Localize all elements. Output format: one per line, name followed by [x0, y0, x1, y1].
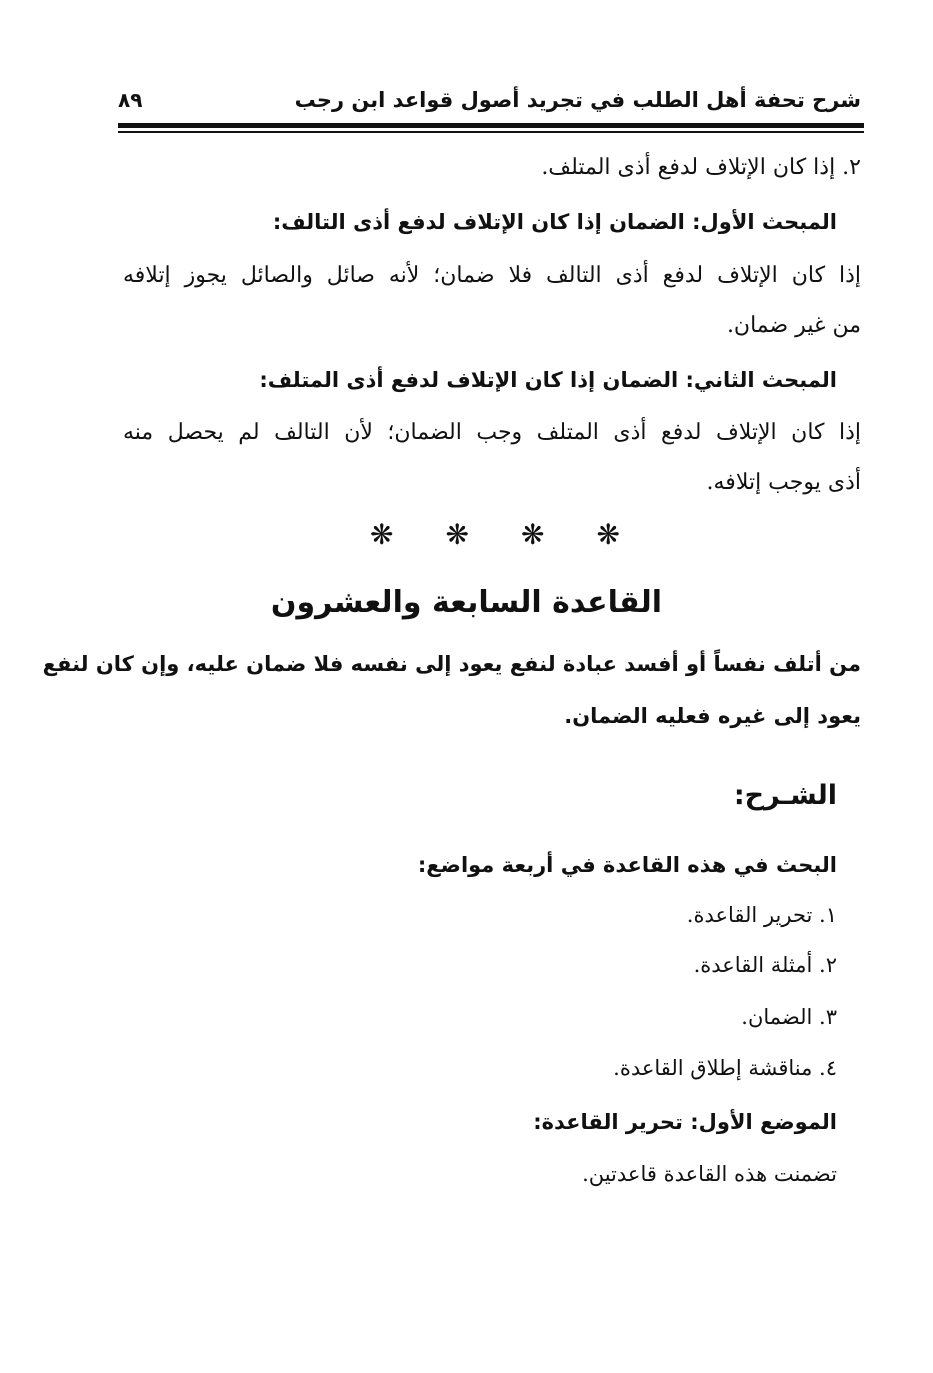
page-number: ٨٩ [118, 88, 143, 112]
section2-line1: إذا كان الإتلاف لدفع أذى المتلف وجب الضمان؛ لأن التالف لم يحصل منه [123, 420, 861, 445]
sharh-heading: الشـرح: [733, 780, 837, 811]
section2-line2: أذى يوجب إتلافه. [706, 470, 861, 495]
discussion-heading: البحث في هذه القاعدة في أربعة مواضع: [417, 853, 837, 877]
intro-line: ٢. إذا كان الإتلاف لدفع أذى المتلف. [541, 155, 861, 180]
separator-stars [370, 518, 620, 551]
star-ornament: ❋ [596, 518, 620, 551]
section1-line2: من غير ضمان. [726, 313, 861, 338]
section2-heading: المبحث الثاني: الضمان إذا كان الإتلاف لدفع أذى المتلف: [259, 368, 837, 392]
running-title: شرح تحفة أهل الطلب في تجريد أصول قواعد ابن رجب [294, 88, 861, 112]
rule-text-line2: يعود إلى غيره فعليه الضمان. [564, 704, 861, 728]
rule-title: القاعدة السابعة والعشرون [270, 585, 663, 620]
star-ornament: ❋ [521, 518, 545, 551]
list-item: ١. تحرير القاعدة. [686, 903, 837, 927]
list-item: ٣. الضمان. [741, 1005, 837, 1029]
header-rule-thin [118, 131, 864, 133]
list-item: ٤. مناقشة إطلاق القاعدة. [613, 1056, 837, 1080]
topic1-heading: الموضع الأول: تحرير القاعدة: [533, 1110, 837, 1134]
star-ornament: ❋ [445, 518, 469, 551]
list-item: ٢. أمثلة القاعدة. [693, 953, 837, 977]
star-ornament: ❋ [370, 518, 394, 551]
topic1-text: تضمنت هذه القاعدة قاعدتين. [582, 1162, 837, 1186]
rule-text-line1: من أتلف نفساً أو أفسد عبادة لنفع يعود إلى نفسه فلا ضمان عليه، وإن كان لنفع [42, 652, 861, 676]
section1-line1: إذا كان الإتلاف لدفع أذى التالف فلا ضمان؛ لأنه صائل والصائل يجوز إتلافه [123, 263, 861, 288]
header-rule-thick [118, 123, 864, 128]
section1-heading: المبحث الأول: الضمان إذا كان الإتلاف لدفع أذى التالف: [272, 210, 837, 234]
